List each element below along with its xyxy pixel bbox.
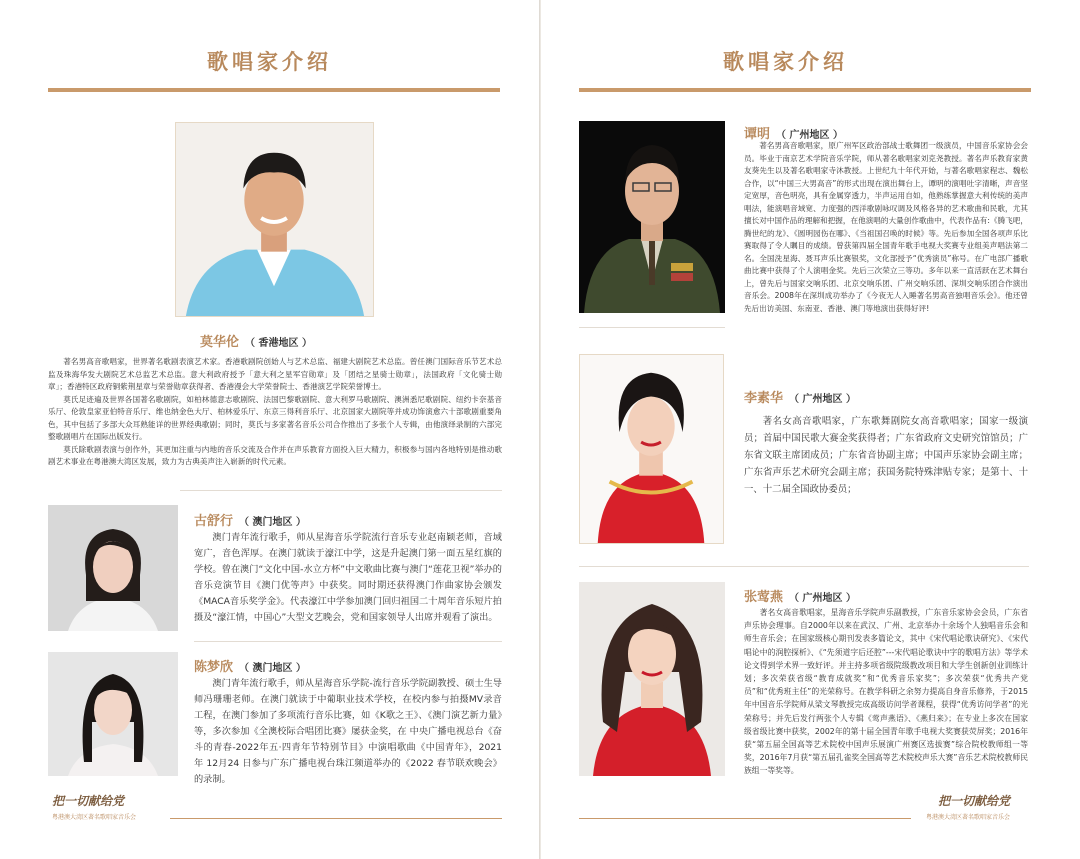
portrait-gu-shuxing — [48, 505, 178, 631]
portrait-li-suhua — [579, 354, 724, 544]
bio-paragraph: 著名女高音歌唱家，广东歌舞剧院女高音歌唱家；国家一级演员；首届中国民歌大赛金奖获得者；广东省政府文史研究馆馆员；广东省文联主席团成员；广东省音协副主席；中国声乐家协会副主席；广东省声乐艺术研究会副主席；获国务院特殊津贴专家；是第十、十一、十二届全国政协委员； — [744, 416, 1028, 495]
bio-paragraph: 莫氏除歌剧表演与创作外，其更加注重与内地的音乐交流及合作并在声乐教育方面投入巨大精力，积极参与国内各地特别是推动歌剧艺术事业在粤港澳大湾区发展，致力为古典美声注入崭新的时代元素。 — [48, 444, 502, 466]
singer-name-row — [744, 387, 856, 406]
left-page — [0, 0, 539, 859]
bio-paragraph: 澳门青年流行歌手，师从星海音乐学院-流行音乐学院副教授、硕士生导师冯珊珊老师。在澳门就读于中葡职业技术学校，在校内参与拍摄MV录音工程，在澳门参加了多项流行音乐比赛，如《K歌之王》、《澳门演艺新力量》等，多次参加《全澳校际合唱团比赛》屡获金奖，在 中央广播电视总台《奋斗的青春-2022年五·四青年节特别节目》中演唱歌曲《中国青年》，2021 年 12月24 日参与广东广播电视台珠江频道举办的《2022 春节联欢晚会》的录制。 — [194, 678, 502, 785]
singer-name: 莫华伦 — [200, 335, 240, 350]
section-divider — [579, 566, 1029, 567]
singer-bio — [744, 140, 1028, 315]
singer-bio — [744, 413, 1028, 498]
singer-bio — [48, 356, 502, 469]
portrait-tan-ming — [579, 121, 725, 313]
title-rule — [579, 88, 1031, 92]
singer-name-row — [194, 510, 306, 529]
singer-name-row — [200, 331, 312, 350]
singer-region: （ 广州地区 ） — [776, 130, 843, 141]
bio-paragraph: 莫氏足迹遍及世界各国著名歌剧院，如柏林德意志歌剧院、法国巴黎歌剧院、意大利罗马歌剧院、澳洲悉尼歌剧院、纽约卡奈基音乐厅、伦敦皇家亚伯特音乐厅、维也纳金色大厅、柏林爱乐厅、东京三得利音乐厅、北京国家大剧院等并成功饰演愈六十部歌剧重要角色，其中包括了多部大众耳熟能详的世界经典歌剧；同时，莫氏与多家著名音乐公司合作推出了多张个人专辑，由他演绎录制的六部完整歌剧唱片在国际出版发行。 — [48, 394, 502, 441]
footer-slogan: 把一切献给党 — [52, 794, 125, 808]
singer-region: （ 香港地区 ） — [245, 338, 312, 349]
title-rule — [48, 88, 500, 92]
singer-name: 张莺燕 — [744, 590, 784, 605]
section-divider — [579, 327, 725, 328]
section-divider — [180, 490, 502, 491]
bio-paragraph: 著名女高音歌唱家，星海音乐学院声乐副教授，广东音乐家协会会员，广东省声乐协会理事。自2000年以来在武汉、广州、北京举办十余场个人独唱音乐会和师生音乐会；在国家级核心期刊发表多篇论文，其中《宋代唱论歌诀研究》、《宋代唱论中的润腔探析》、《“先须道字后还腔”---宋代唱论歌诀中字的歌唱方法》等学术论文得到学术界一致好评。并主持多项省级院级教改项目和大学生创新创业训练计划；多次荣获省级“教育成就奖”和“优秀音乐家奖”；多次荣获“优秀共产党员”和“优秀班主任”的光荣称号。在教学科研之余努力提高自身音乐修养，于2015年中国音乐学院师从梁文琴教授完成高级访问学者课程，获得“优秀访问学者”的光荣称号；并先后发行两张个人专辑《莺声燕语》、《燕归来》；在专业上多次在国家级省级比赛中获奖，2002年的第十届全国青年歌手电视大奖赛获荧屏奖；2016年获“第五届全国高等艺术院校中国声乐展演广州赛区选拔赛”综合院校教师组一等奖，2016年7月获“第五届孔雀奖全国高等艺术院校声乐大赛”音乐艺术院校教师民族组一等奖等。 — [744, 608, 1028, 776]
footer-rule — [579, 818, 911, 819]
footer-rule — [170, 818, 502, 819]
footer-org: 粤港澳大湾区著名歌唱家音乐会 — [926, 814, 1011, 821]
bio-paragraph: 著名男高音歌唱家，原广州军区政治部战士歌舞团一级演员，中国音乐家协会会员。毕业于南京艺术学院音乐学院，师从著名歌唱家刘克尧教授。著名声乐教育家黄友葵先生以及著名歌唱家寺沐教授。上世纪九十年代开始，与著名歌唱家程志、魏松合作，以“中国三大男高音”的形式出现在演出舞台上，谭明的演唱吐字清晰，声音坚定宽厚，音色明亮，具有金属穿透力，半声运用自如，他熟练掌握意大利传统的美声唱法，能演唱音域宽、力度强的西洋歌剧咏叹调及风格各异的艺术歌曲和民歌，尤其擅长对中国作品的理解和把握，在他演唱的大量创作歌曲中，代表作品有:《腾飞吧，腾世纪的龙》、《圆明园伤在哪》、《当祖国召唤的时候》等。先后参加全国各项声乐比赛取得了令人瞩目的成绩。曾获第四届全国青年歌手电视大奖赛专业组美声唱法第二名。全国洗星海、聂耳声乐比赛银奖，文化部授予“优秀演员”称号。在广电部广播歌曲比赛中获得了个人演唱金奖。先后三次荣立三等功。多年以来一直活跃在艺术舞台上，曾先后与国家交响乐团、北京交响乐团、广州交响乐团、深圳交响乐团合作演出音乐会。2008年在深圳成功举办了《今夜无人入睡著名男高音独唱音乐会》。他还曾先后出访美国、东南亚、香港、澳门等地演出获得好评! — [744, 141, 1028, 313]
footer — [926, 792, 1010, 821]
singer-name-row — [194, 656, 306, 675]
footer-org: 粤港澳大湾区著名歌唱家音乐会 — [52, 814, 137, 821]
singer-region: （ 澳门地区 ） — [239, 517, 306, 528]
singer-name: 谭明 — [744, 127, 771, 142]
bio-paragraph: 澳门青年流行歌手，师从星海音乐学院流行音乐专业赵南颖老师，音域宽广，音色浑厚。在澳门就读于濠江中学，这是升起澳门第一面五星红旗的学校。曾在澳门“文化中国-水立方杯”中文歌曲比赛与澳门“莲花卫视”举办的音乐竞演节目《澳门优等声》中获奖。同时期还获得澳门作曲家协会颁发《MACA音乐奖学金》。代表濠江中学参加澳门回归祖国二十周年音乐短片拍摄及“濠江情，中国心”大型文艺晚会，党和国家领导人出席并观看了演出。 — [194, 532, 502, 623]
singer-bio — [194, 530, 502, 626]
footer-slogan: 把一切献给党 — [938, 794, 1011, 808]
footer — [52, 792, 136, 821]
singer-name: 陈梦欣 — [194, 660, 234, 675]
singer-name: 李素华 — [744, 391, 784, 406]
singer-name-row — [744, 586, 856, 605]
singer-bio — [194, 676, 502, 788]
right-page — [541, 0, 1080, 859]
singer-region: （ 广州地区 ） — [789, 593, 856, 604]
bio-paragraph: 著名男高音歌唱家，世界著名歌剧表演艺术家。香港歌剧院创始人与艺术总监、福建大剧院艺术总监。曾任澳门国际音乐节艺术总监及珠海华发大剧院艺术总监艺术总监。意大利政府授予「意大利之星军官勋章」及「团结之星骑士勋章」，法国政府「文化骑士勋章」；香港特区政府铜紫荆星章与荣誉勋章获得者、香港漫会大学荣誉院士、香港演艺学院荣誉博士。 — [48, 357, 502, 391]
portrait-mo-hualun — [175, 122, 374, 317]
portrait-zhang-yingyan — [579, 582, 725, 776]
portrait-chen-mengxin — [48, 652, 178, 776]
singer-region: （ 广州地区 ） — [789, 394, 856, 405]
page-title: 歌唱家介绍 — [207, 50, 332, 74]
singer-bio — [744, 606, 1028, 778]
page-title: 歌唱家介绍 — [723, 50, 848, 74]
singer-name: 古舒行 — [194, 514, 234, 529]
section-divider — [194, 641, 502, 642]
singer-region: （ 澳门地区 ） — [239, 663, 306, 674]
